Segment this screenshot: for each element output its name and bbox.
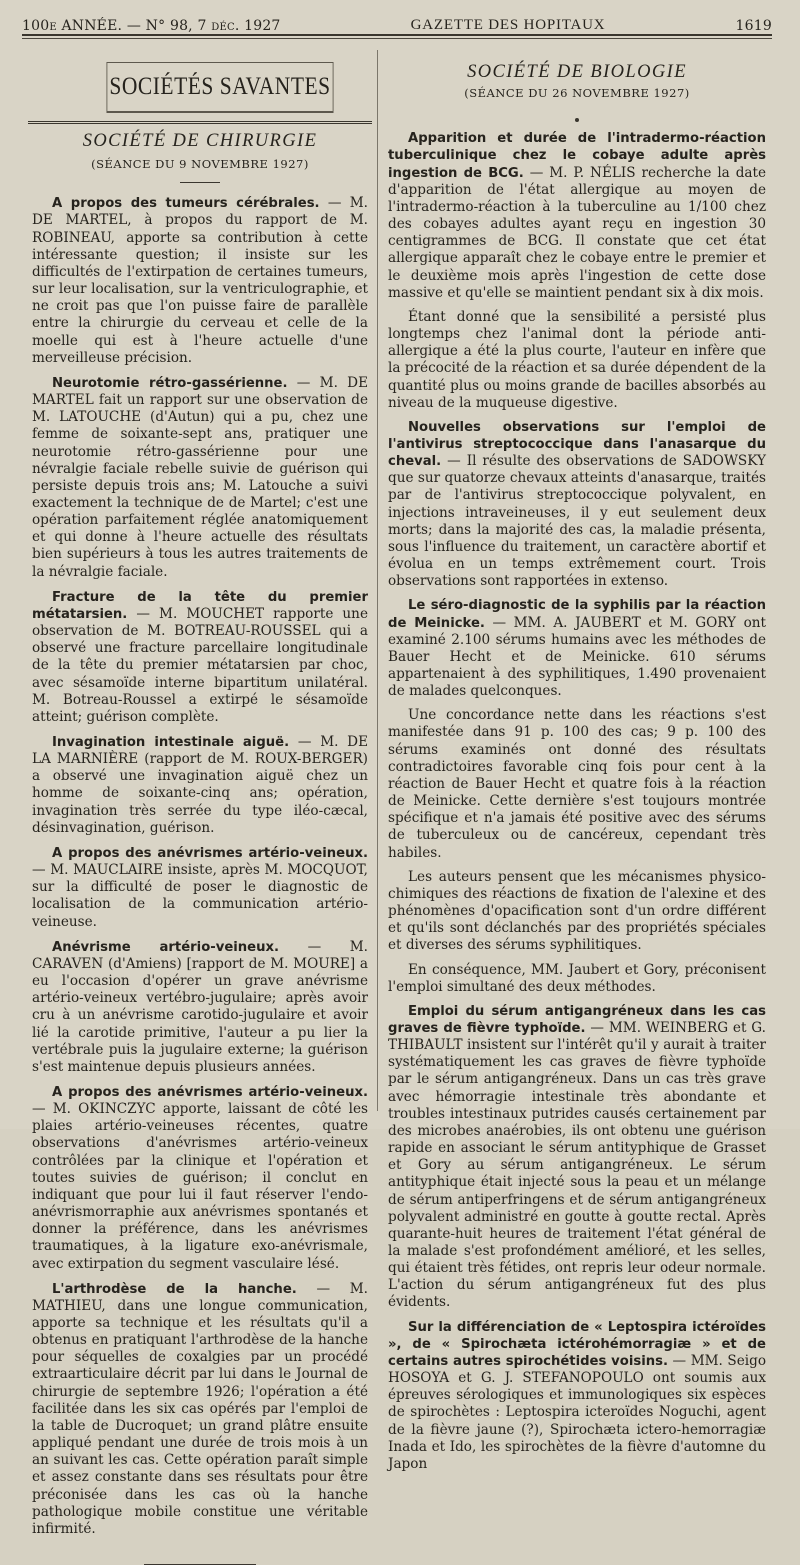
article [388, 707, 766, 861]
session-date: (SÉANCE DU 9 NOVEMBRE 1927) [91, 157, 309, 172]
article-body: — M. OKINCZYC apporte, laissant de côté les plaies artério-veineuses récentes, quatre observations d'anévrismes artério-veineux contrôlées par la clinique et l'opération et toutes suivies de guérison; il conclut en indiquant que pour lui il faut réserver l'endo-anévrismorraphie aux anévrismes spontanés et donner la préférence, dans les anévrismes traumatiques, à la ligature exo-anévrismale, avec extirpation du segment vasculaire lésé. [32, 1101, 368, 1272]
running-header [22, 8, 772, 36]
article [32, 1084, 368, 1273]
article [388, 130, 766, 302]
left-column [32, 50, 369, 1537]
section-separator [180, 182, 220, 183]
article-body: — MM. Seigo HOSOYA et G. J. STEFANOPOULO ont soumis aux épreuves sérologiques et immunologiques six espèces de spirochètes : Leptospira icteroïdes Noguchi, agent de la fièvre jaune (?), Spirochæta ictero-hemorragiæ Inada et Ido, les spirochètes de la fièvre d'automne du Japon [388, 1352, 767, 1472]
rubric-title: SOCIÉTÉS SAVANTES [109, 73, 331, 101]
section-title: SOCIÉTÉ DE CHIRURGIE [82, 131, 318, 151]
article-title: Sur la différenciation de « Leptospira ictéroïdes », de « Spirochæta ictérohémorragiæ » et de certains autres spirochétides voisins. [388, 1319, 766, 1369]
article-body: — M. DE MARTEL fait un rapport sur une observation de M. LATOUCHE (d'Autun) qui a pu, chez une femme de soixante-sept ans, pratiquer une neurotomie rétro-gassérienne pour une névralgie faciale rebelle suivie de guérison qui persiste depuis trois ans; M. Latouche a suivi exactement la technique de de Martel; c'est une opération parfaitement réglée anatomiquement et qui donne à l'heure actuelle des résultats bien supérieurs à tous les autres traitements de la névralgie faciale. [32, 374, 368, 580]
article-body: — M. MAUCLAIRE insiste, après M. MOCQUOT, sur la difficulté de poser le diagnostic de localisation de la communication artério-veineuse. [32, 862, 368, 930]
article-body: — Il résulte des observations de SADOWSKY que sur quatorze chevaux atteints d'anasarque, traités par de l'antivirus streptococcique polyvalent, en injections intraveineuses, il y eut seulement deux morts; dans la majorité des cas, la maladie présenta, sous l'influence du traitement, un caractère abortif et évolua en un temps extrêmement court. Trois observations sont rapportées in extenso. [388, 453, 766, 590]
article [388, 419, 766, 591]
article-title: Nouvelles observations sur l'emploi de l'antivirus streptococcique dans l'anasarque du cheval. [388, 419, 766, 470]
page-number: 1619 [735, 18, 772, 34]
article-title: Anévrisme artério-veineux. [52, 939, 280, 955]
article [32, 1281, 368, 1538]
article-body: — M. MOUCHET rapporte une observation de M. BOTREAU-ROUSSEL qui a observé une fracture parcellaire longitudinale de la tête du premier métatarsien par choc, avec sésamoïde interne bipartitum unilatéral. M. Botreau-Roussel a extirpé le sésamoïde atteint; guérison complète. [32, 605, 368, 725]
article-body: — MM. WEINBERG et G. THIBAULT insistent sur l'intérêt qu'il y aurait à traiter systématiquement les cas graves de fièvre typhoïde par le sérum antigangréneux. Dans un cas très grave avec hémorragie intestinale très abondante et troubles intestinaux putrides causés certainement par des microbes anaérobies, ils ont obtenu une guérison rapide en associant le sérum antityphique de Grasset et Gory au sérum antigangréneux. Le sérum antityphique était injecté sous la peau et un mélange de sérum antiperfringens et de sérum antigangréneux polyvalent administré en goutte à goutte rectal. Après quarante-huit heures de traitement l'état général de la malade s'est profondément amélioré, et les selles, qui étaient très fétides, ont repris leur odeur normale. L'action du sérum antigangréneux fut des plus évidents. [388, 1019, 766, 1311]
article-title: A propos des anévrismes artério-veineux. [52, 1084, 368, 1100]
article-title: Le séro-diagnostic de la syphilis par la réaction de Meinicke. [388, 598, 766, 631]
article [32, 195, 368, 367]
rubric-box [106, 62, 333, 113]
article-body: Étant donné que la sensibilité a persisté plus longtemps chez l'animal dont la période anti-allergique a été la plus courte, l'auteur en infère que la précocité de la réaction et sa durée dépendent de la quantité plus ou moins grande de bacilles absorbés au niveau de la muqueuse digestive. [388, 308, 766, 411]
article [388, 309, 766, 412]
article-body: En conséquence, MM. Jaubert et Gory, préconisent l'emploi simultané des deux méthodes. [388, 961, 766, 995]
article [32, 589, 368, 726]
article [32, 939, 368, 1076]
article-body: — MM. A. JAUBERT et M. GORY ont examiné 2.100 sérums humains avec les méthodes de Bauer Hecht et de Meinicke. 610 sérums appartenaient à des syphilitiques, 1.490 provenaient de malades quelconques. [388, 614, 766, 700]
article [388, 869, 766, 955]
article [388, 597, 766, 700]
article-body: Une concordance nette dans les réactions s'est manifestée dans 91 p. 100 des cas; 9 p. 100 des sérums examinés ont donné des résultats contradictoires favorable cinq fois pour cent à la réaction de Bauer Hecht et quatre fois à la réaction de Meinicke. Cette dernière s'est toujours montrée spécifique et n'a jamais été positive avec des sérums de tuberculeux ou de cancéreux, cependant très habiles. [388, 707, 766, 861]
article-title: A propos des tumeurs cérébrales. [52, 196, 320, 212]
section-separator [562, 112, 592, 120]
dot-ornament-icon [573, 116, 581, 124]
article [388, 962, 766, 996]
article-body: — M. MATHIEU, dans une longue communication, apporte sa technique et les résultats qu'il a obtenus en pratiquant l'arthrodèse de la hanche pour séquelles de coxalgies par un procédé extraarticulaire décrit par lui dans le Journal de chirurgie de septembre 1926; l'opération a été facilitée dans les six cas opérés par l'emploi de la table de Ducroquet; un grand plâtre ensuite appliqué pendant une durée de trois mois à un an suivant les cas. Cette opération paraît simple et assez constante dans ses résultats pour être préconisée dans les cas où la hanche pathologique mobile constitue une véritable infirmité. [32, 1280, 368, 1537]
article-body: — M. P. NÉLIS recherche la date d'apparition de l'état allergique au moyen de l'intradermo-réaction à la tuberculine au 1/100 chez des cobayes adultes ayant reçu en ingestion 30 centigrammes de BCG. Il constate que cet état allergique apparaît chez le cobaye entre le premier et le deuxième mois après l'ingestion de cette dose massive et qu'elle se maintient pendant six à dix mois. [388, 164, 767, 301]
article-body: Les auteurs pensent que les mécanismes physico-chimiques des réactions de fixation de l'alexine et des phénomènes d'opacification sont d'un ordre différent et qu'ils sont déclanchés par des propriétés spéciales et diverses des sérums syphilitiques. [388, 868, 766, 954]
article-title: Emploi du sérum antigangréneux dans les cas graves de fièvre typhoïde. [388, 1003, 766, 1036]
section-title: SOCIÉTÉ DE BIOLOGIE [467, 62, 687, 82]
header-rule [22, 38, 772, 39]
article-title: Neurotomie rétro-gassérienne. [52, 375, 288, 391]
article-title: Apparition et durée de l'intradermo-réaction tuberculinique chez le cobaye adulte après ingestion de BCG. [388, 131, 766, 181]
article [388, 1319, 766, 1473]
article [32, 734, 368, 837]
article-body: — M. CARAVEN (d'Amiens) [rapport de M. MOURE] a eu l'occasion d'opérer un grave anévrisme artério-veineux vertébro-jugulaire; après avoir cru à un anévrisme carotido-jugulaire et avoir lié la carotide primitive, l'auteur a pu lier la vertébrale puis la jugulaire externe; la guérison s'est maintenue depuis plusieurs années. [32, 938, 368, 1075]
article [32, 845, 368, 931]
column-divider [377, 50, 378, 1111]
journal-title: GAZETTE DES HOPITAUX [410, 17, 606, 33]
issue-info: 100e ANNÉE. — N° 98, 7 déc. 1927 [22, 18, 281, 34]
right-column [388, 50, 767, 1472]
article-title: A propos des anévrismes artério-veineux. [52, 845, 368, 861]
article [32, 375, 368, 581]
article-title: Fracture de la tête du premier métatarsien. [32, 589, 368, 622]
article-body: — M. DE LA MARNIÈRE (rapport de M. ROUX-BERGER) a observé une invagination aiguë chez un homme de soixante-cinq ans; opération, invagination très serrée du type iléo-cæcal, désinvagination, guérison. [32, 734, 369, 836]
rubric-rule [28, 121, 372, 124]
article-title: L'arthrodèse de la hanche. [52, 1281, 297, 1297]
article-body: — M. DE MARTEL, à propos du rapport de M. ROBINEAU, apporte sa contribution à cette intéressante question; il insiste sur les difficultés de l'extirpation de certaines tumeurs, sur leur localisation, sur la ventriculographie, et ne croit pas que l'on puisse faire de parallèle entre la chirurgie du cerveau et celle de la moelle qui est à l'heure actuelle d'une merveilleuse précision. [32, 195, 368, 366]
article [388, 1003, 766, 1312]
session-date: (SÉANCE DU 26 NOVEMBRE 1927) [464, 86, 690, 101]
article-title: Invagination intestinale aiguë. [52, 735, 290, 750]
